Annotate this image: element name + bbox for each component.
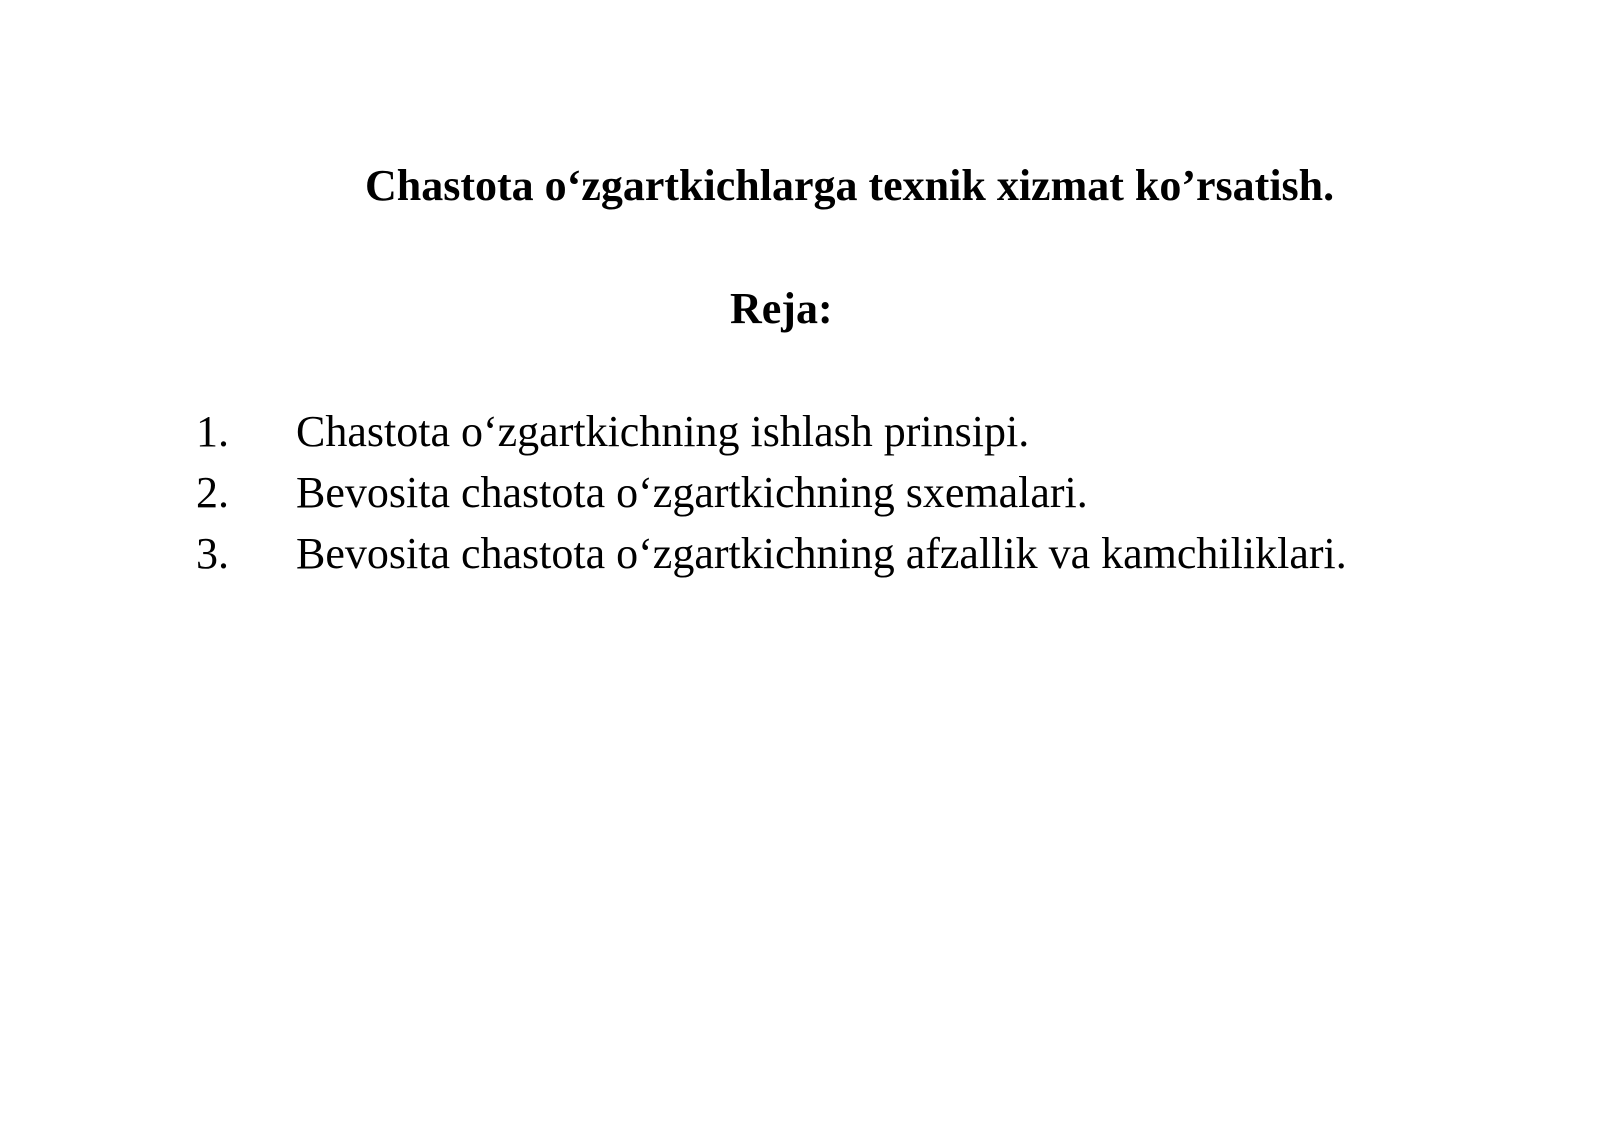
list-item-text: Bevosita chastota o‘zgartkichning sxemalari.: [296, 468, 1088, 517]
plan-heading: Reja:: [730, 284, 833, 333]
list-item-number: 2.: [196, 468, 229, 517]
list-item-text: Chastota o‘zgartkichning ishlash prinsipi.: [296, 407, 1030, 456]
list-item-number: 3.: [196, 529, 229, 578]
list-item-text: Bevosita chastota o‘zgartkichning afzallik va kamchiliklari.: [296, 529, 1347, 578]
list-item-number: 1.: [196, 407, 229, 456]
document-title: Chastota o‘zgartkichlarga texnik xizmat ko’rsatish.: [365, 161, 1335, 210]
